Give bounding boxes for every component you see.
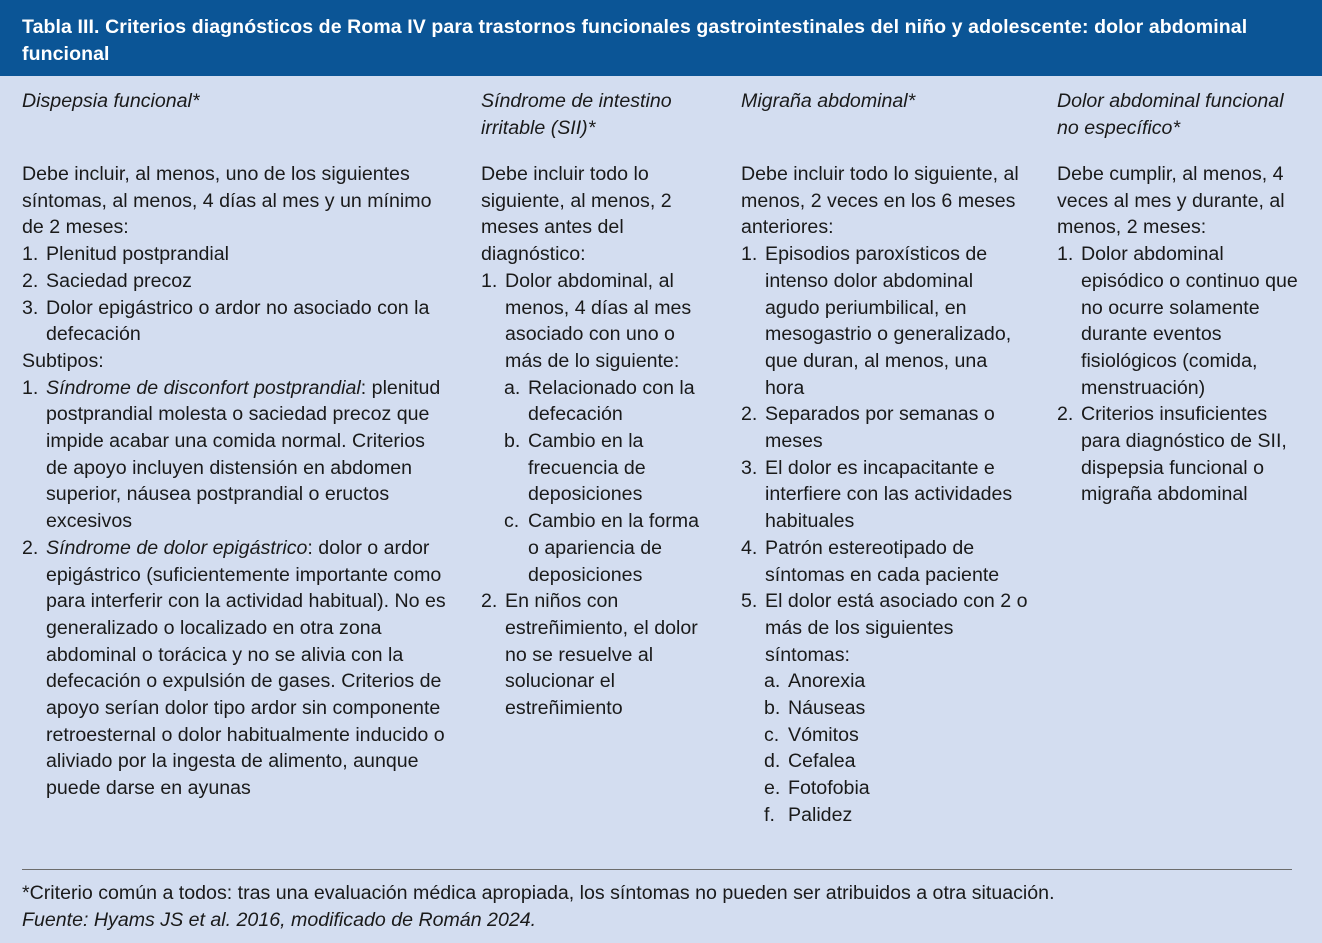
sub-list-item — [764, 695, 1031, 722]
list-item — [22, 295, 452, 348]
list-item — [741, 455, 1031, 535]
table-title — [0, 0, 1322, 76]
column-intro: Debe incluir, al menos, uno de los siguientes síntomas, al menos, 4 días al mes y un mínimo de 2 meses: — [22, 162, 432, 239]
list-item — [741, 401, 1031, 454]
list-item — [741, 588, 1031, 668]
footer-note: *Criterio común a todos: tras una evaluación médica apropiada, los síntomas no pueden ser atribuidos a otra situación. — [22, 882, 1055, 904]
list-item — [481, 588, 711, 722]
item-text: Cambio en la frecuencia de deposiciones — [528, 430, 646, 506]
item-text: Vómitos — [788, 723, 859, 746]
list-item — [1057, 401, 1302, 508]
list-item — [481, 268, 711, 375]
sub-list-item — [764, 802, 1031, 829]
list-item — [741, 535, 1031, 588]
item-text: Criterios insuficientes para diagnóstico de SII, dispepsia funcional o migraña abdominal — [1081, 403, 1287, 506]
item-text: Palidez — [788, 803, 853, 826]
column-sii — [481, 88, 711, 722]
item-number: 2. — [22, 536, 39, 559]
item-number: 2. — [1057, 403, 1074, 426]
column-title: Migraña abdominal* — [741, 90, 916, 112]
item-text — [46, 375, 452, 535]
item-number: 1. — [22, 243, 39, 266]
column-migrana-abdominal — [741, 88, 1031, 829]
item-number: 1. — [1057, 243, 1074, 266]
column-title: Dolor abdominal funcional no específico* — [1057, 90, 1284, 139]
item-text: Episodios paroxísticos de intenso dolor abdominal agudo periumbilical, en mesogastrio o generalizado, que duran, al menos, una hora — [765, 243, 1012, 399]
item-number: 3. — [22, 296, 39, 319]
column-dolor-no-especifico — [1057, 88, 1302, 508]
item-text: Separados por semanas o meses — [765, 403, 995, 453]
item-letter: e. — [764, 777, 781, 800]
sub-list-item — [764, 748, 1031, 775]
item-text: Dolor abdominal episódico o continuo que no ocurre solamente durante eventos fisiológicos (comida, menstruación) — [1081, 243, 1298, 399]
column-intro: Debe incluir todo lo siguiente, al menos, 2 veces en los 6 meses anteriores: — [741, 162, 1019, 239]
list-item — [22, 241, 452, 268]
item-text: Cefalea — [788, 750, 856, 773]
item-text — [46, 535, 452, 802]
sub-list-item — [504, 375, 711, 428]
item-text: Saciedad precoz — [46, 269, 192, 292]
sub-list-item — [764, 668, 1031, 695]
item-letter: a. — [764, 670, 781, 693]
footer-source: Fuente: Hyams JS et al. 2016, modificado de Román 2024. — [22, 908, 537, 931]
item-number: 4. — [741, 536, 758, 559]
subtype-name: Síndrome de disconfort postprandial — [46, 376, 361, 399]
item-letter: d. — [764, 750, 781, 773]
column-title: Dispepsia funcional* — [22, 90, 200, 112]
item-text: Náuseas — [788, 697, 866, 720]
item-letter: c. — [764, 723, 780, 746]
subtype-name: Síndrome de dolor epigástrico — [46, 536, 308, 559]
column-intro: Debe incluir todo lo siguiente, al menos, 2 meses antes del diagnóstico: — [481, 162, 672, 266]
item-text: Relacionado con la defecación — [528, 376, 695, 426]
item-number: 2. — [22, 269, 39, 292]
subtypes-label: Subtipos: — [22, 349, 104, 372]
item-letter: a. — [504, 376, 521, 399]
item-text: Plenitud postprandial — [46, 243, 230, 266]
item-letter: c. — [504, 510, 520, 533]
item-text: Dolor abdominal, al menos, 4 días al mes asociado con uno o más de lo siguiente: — [505, 269, 692, 372]
item-text: Patrón estereotipado de síntomas en cada paciente — [765, 536, 1000, 586]
criteria-table — [0, 76, 1322, 866]
subtype-item — [22, 535, 452, 802]
item-number: 2. — [481, 590, 498, 613]
sub-list — [481, 375, 711, 589]
item-text: Anorexia — [788, 670, 866, 693]
item-number: 3. — [741, 456, 758, 479]
footer-divider — [22, 869, 1292, 870]
table-footer — [22, 880, 1055, 933]
item-letter: b. — [504, 430, 521, 453]
item-number: 1. — [22, 376, 39, 399]
sub-list-item — [764, 722, 1031, 749]
column-title: Síndrome de intestino irritable (SII)* — [481, 90, 672, 139]
item-text: El dolor está asociado con 2 o más de los siguientes síntomas: — [765, 590, 1028, 666]
item-number: 1. — [481, 269, 498, 292]
item-text: Dolor epigástrico o ardor no asociado con la defecación — [46, 296, 430, 346]
list-item — [1057, 241, 1302, 401]
sub-list-item — [764, 775, 1031, 802]
sub-list-item — [504, 508, 711, 588]
column-dispepsia-funcional — [22, 88, 452, 802]
item-letter: f. — [764, 803, 775, 826]
column-intro: Debe cumplir, al menos, 4 veces al mes y durante, al menos, 2 meses: — [1057, 162, 1285, 239]
item-number: 5. — [741, 590, 758, 613]
sub-list-item — [504, 428, 711, 508]
item-letter: b. — [764, 697, 781, 720]
table-title-text: Tabla III. Criterios diagnósticos de Roma IV para trastornos funcionales gastrointestinales del niño y adolescente: dolor abdominal funcional — [22, 16, 1248, 65]
item-text: Cambio en la forma o apariencia de deposiciones — [528, 510, 699, 586]
item-text: Fotofobia — [788, 777, 870, 800]
item-number: 2. — [741, 403, 758, 426]
subtype-description: : plenitud postprandial molesta o saciedad precoz que impide acabar una comida normal. Criterios de apoyo incluyen distensión en abdomen superior, náusea postprandial o eructos excesivos — [46, 376, 441, 533]
sub-list — [741, 668, 1031, 828]
item-text: El dolor es incapacitante e interfiere con las actividades habituales — [765, 456, 1013, 533]
item-number: 1. — [741, 243, 758, 266]
subtype-description: : dolor o ardor epigástrico (suficientemente importante como para interferir con la actividad habitual). No es generalizado o localizado en otra zona abdominal o torácica y no se alivia con la defecación o expulsión de gases. Criterios de apoyo serían dolor tipo ardor sin componente retroesternal o dolor habitualmente inducido o aliviado por la ingesta de alimento, aunque puede darse en ayunas — [46, 536, 446, 800]
subtype-item — [22, 375, 452, 535]
item-text: En niños con estreñimiento, el dolor no se resuelve al solucionar el estreñimiento — [505, 590, 698, 720]
list-item — [741, 241, 1031, 401]
list-item — [22, 268, 452, 295]
